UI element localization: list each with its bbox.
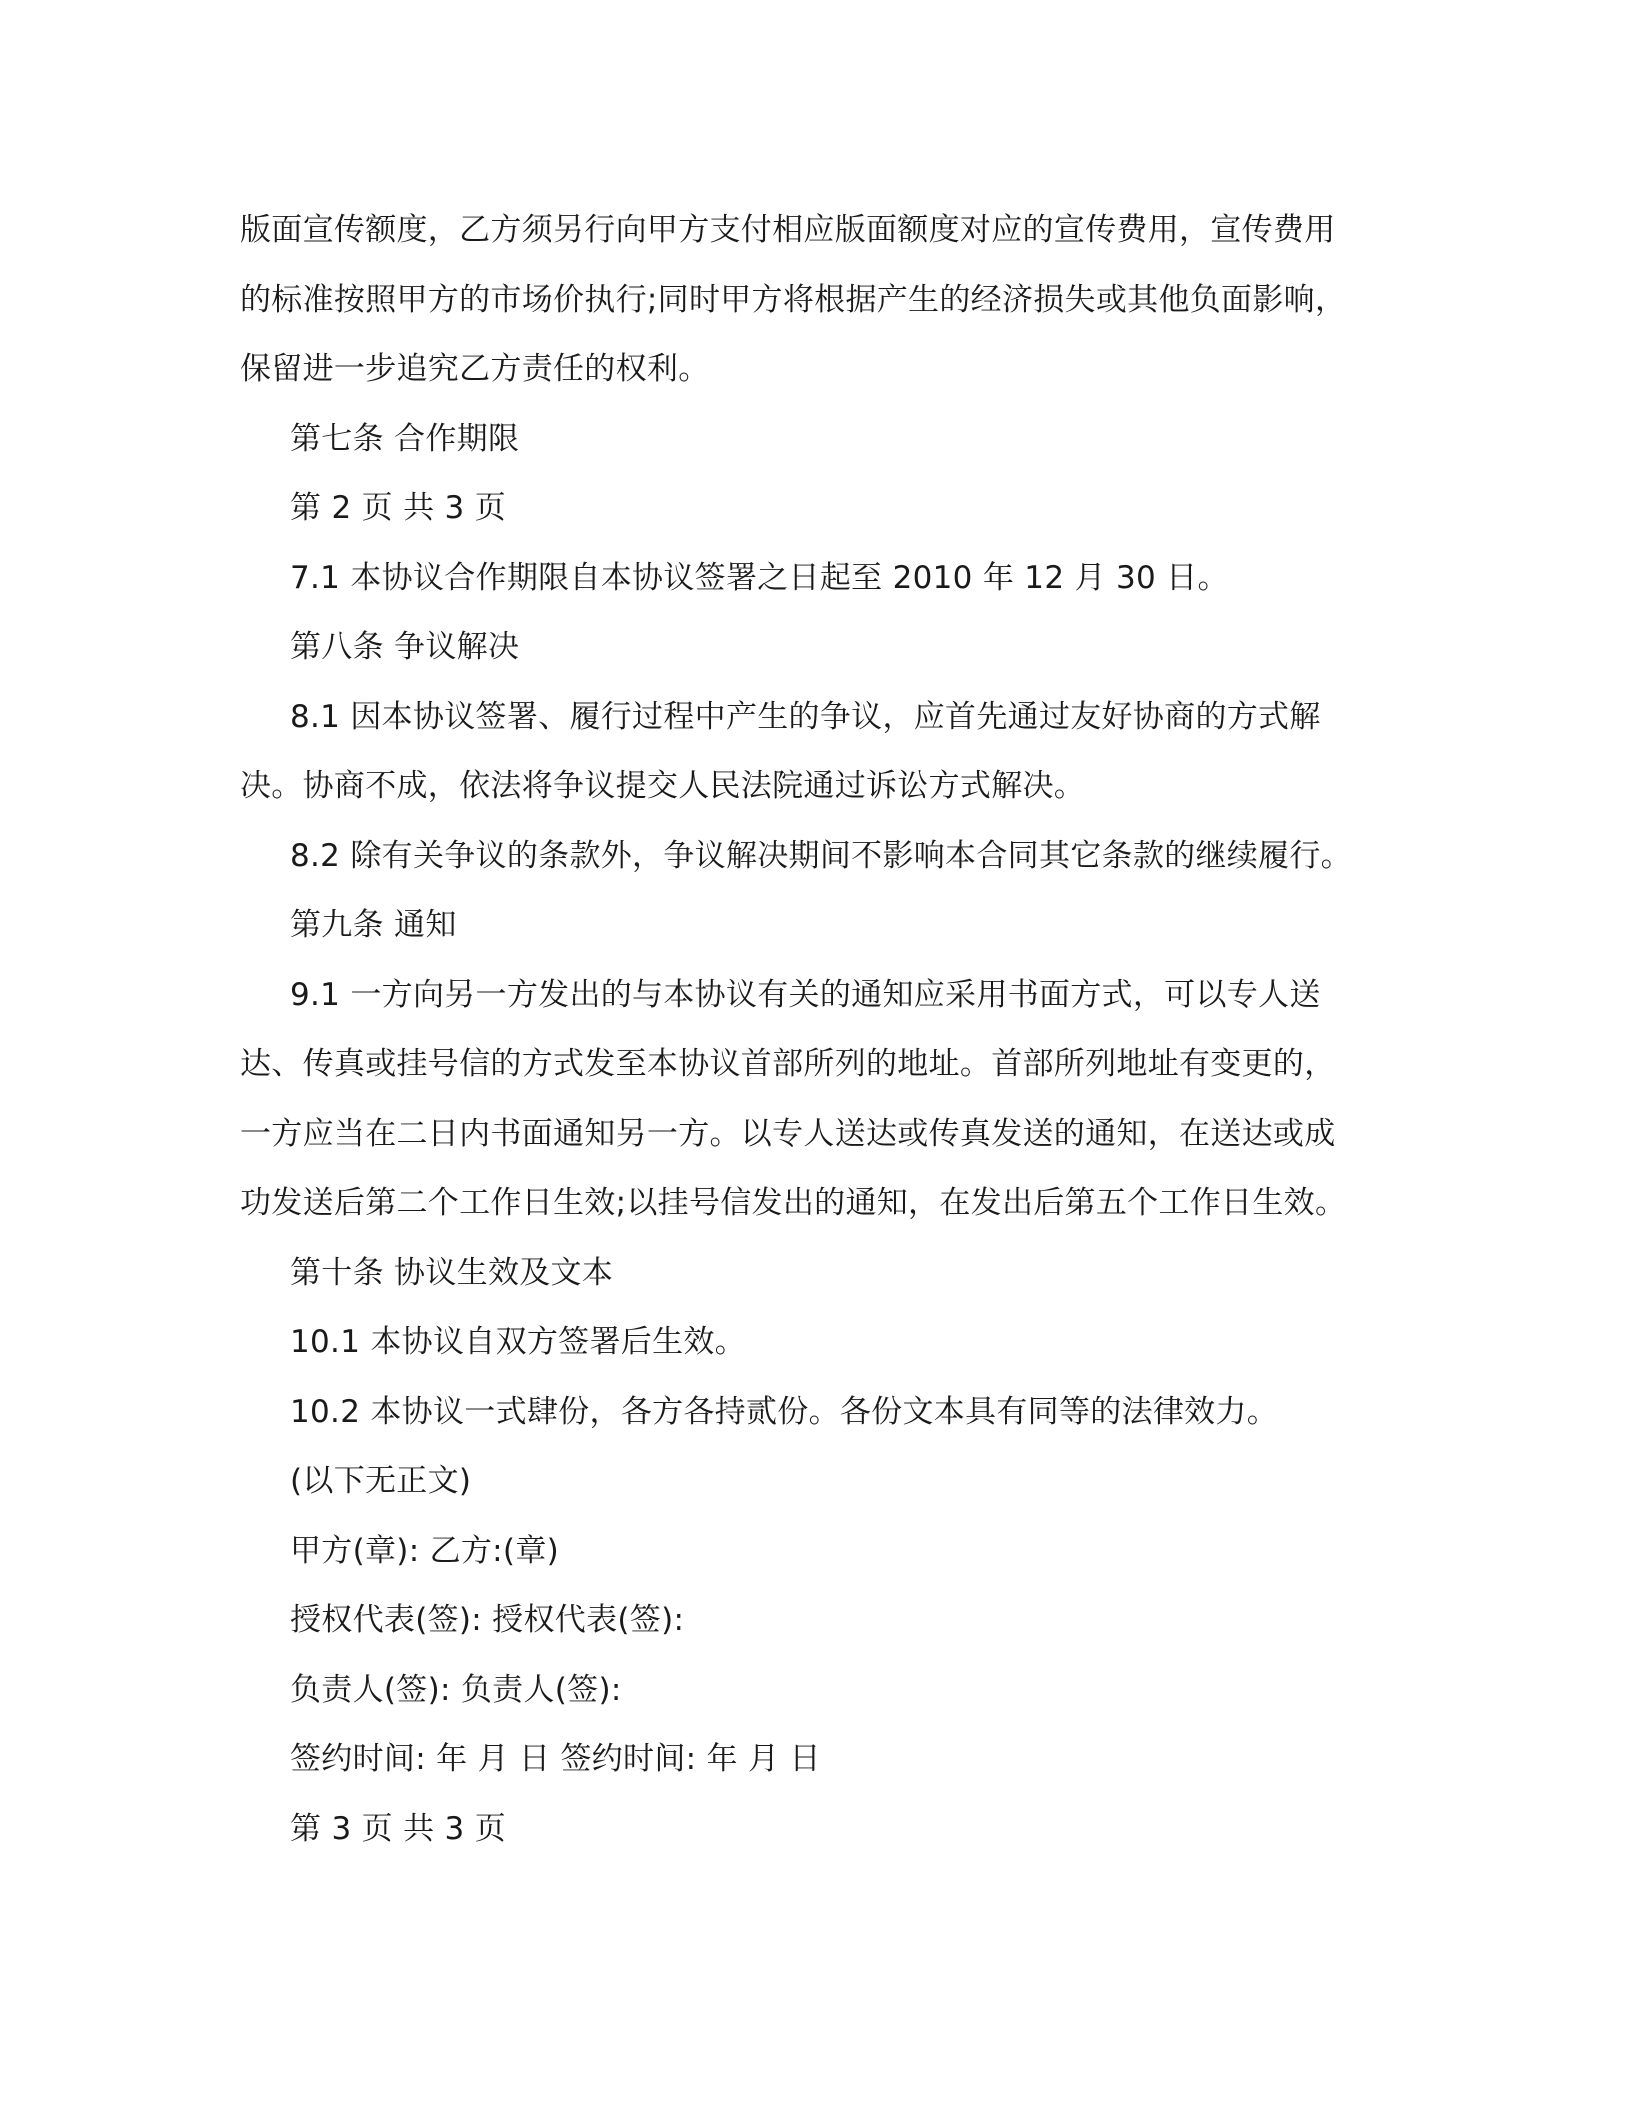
clause-line: 7.1 本协议合作期限自本协议签署之日起至 2010 年 12 月 30 日。: [290, 559, 1229, 596]
signature-responsible-line: 负责人(签): 负责人(签):: [290, 1671, 622, 1708]
body-line: 决。协商不成，依法将争议提交人民法院通过诉讼方式解决。: [240, 768, 1086, 804]
body-line: 版面宣传额度，乙方须另行向甲方支付相应版面额度对应的宣传费用，宣传费用: [240, 212, 1336, 248]
clause-line: 10.1 本协议自双方签署后生效。: [290, 1324, 746, 1360]
signing-date-line: 签约时间: 年 月 日 签约时间: 年 月 日: [290, 1741, 821, 1777]
page-number: 第 3 页 共 3 页: [290, 1810, 507, 1847]
body-line: 一方应当在二日内书面通知另一方。以专人送达或传真发送的通知，在送达或成: [240, 1115, 1336, 1152]
article-heading: 第七条 合作期限: [290, 420, 520, 457]
no-further-text-note: (以下无正文): [290, 1463, 472, 1499]
clause-line: 8.2 除有关争议的条款外，争议解决期间不影响本合同其它条款的继续履行。: [290, 837, 1352, 874]
clause-line: 9.1 一方向另一方发出的与本协议有关的通知应采用书面方式，可以专人送: [290, 976, 1321, 1013]
body-line: 保留进一步追究乙方责任的权利。: [240, 351, 710, 387]
body-line: 功发送后第二个工作日生效;以挂号信发出的通知，在发出后第五个工作日生效。: [240, 1185, 1347, 1221]
document-page: [240, 196, 1370, 1864]
clause-line: 10.2 本协议一式肆份，各方各持贰份。各份文本具有同等的法律效力。: [290, 1393, 1279, 1430]
signature-representative-line: 授权代表(签): 授权代表(签):: [290, 1602, 685, 1638]
article-heading: 第九条 通知: [290, 907, 457, 943]
article-heading: 第八条 争议解决: [290, 629, 520, 665]
body-line: 达、传真或挂号信的方式发至本协议首部所列的地址。首部所列地址有变更的，: [240, 1046, 1336, 1082]
clause-line: 8.1 因本协议签署、履行过程中产生的争议，应首先通过友好协商的方式解: [290, 698, 1321, 735]
body-line: 的标准按照甲方的市场价执行;同时甲方将根据产生的经济损失或其他负面影响，: [240, 281, 1347, 318]
signature-seal-line: 甲方(章): 乙方:(章): [290, 1532, 560, 1569]
article-heading: 第十条 协议生效及文本: [290, 1254, 614, 1291]
page-number: 第 2 页 共 3 页: [290, 490, 507, 526]
